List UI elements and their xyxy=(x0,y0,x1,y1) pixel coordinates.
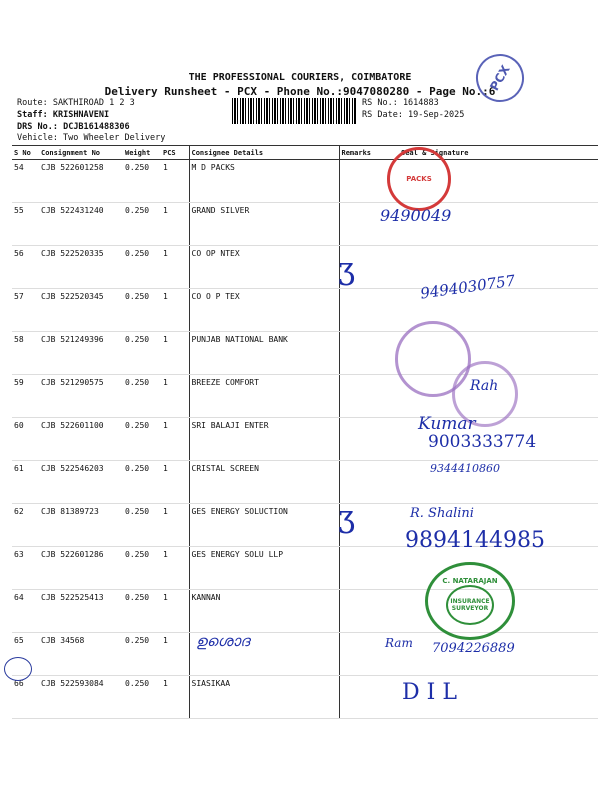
cell-consignee: SIASIKAA xyxy=(189,676,339,719)
table-header xyxy=(12,146,598,160)
signature-65-name: Ram xyxy=(385,636,413,650)
cell-weight: 0.250 xyxy=(123,633,161,676)
cell-weight: 0.250 xyxy=(123,590,161,633)
cell-weight: 0.250 xyxy=(123,461,161,504)
cell-weight: 0.250 xyxy=(123,418,161,461)
cell-consignee: GES ENERGY SOLUCTION xyxy=(189,504,339,547)
table-row xyxy=(12,332,598,375)
table-row xyxy=(12,676,598,719)
cell-remarks xyxy=(339,418,399,461)
col-consignee: Consignee Details xyxy=(189,146,339,160)
cell-weight: 0.250 xyxy=(123,289,161,332)
cell-sno: 56 xyxy=(12,246,39,289)
green-seal: C. NATARAJAN INSURANCE SURVEYOR xyxy=(425,562,515,640)
cell-pcs: 1 xyxy=(161,289,189,332)
cell-consignment: CJB 522601100 xyxy=(39,418,123,461)
company-title: THE PROFESSIONAL COURIERS, COIMBATORE xyxy=(188,72,412,83)
cell-pcs: 1 xyxy=(161,676,189,719)
cell-pcs: 1 xyxy=(161,633,189,676)
col-remarks: Remarks xyxy=(339,146,399,160)
row-66-circle-mark xyxy=(4,657,32,681)
drs-number: DCJB161488306 xyxy=(63,122,130,132)
pcx-stamp: PCX xyxy=(467,45,533,111)
cell-consignee: PUNJAB NATIONAL BANK xyxy=(189,332,339,375)
cell-sno: 64 xyxy=(12,590,39,633)
cell-sno: 61 xyxy=(12,461,39,504)
cell-sno: 66 xyxy=(12,676,39,719)
cell-sno: 57 xyxy=(12,289,39,332)
signature-57: 9494030757 xyxy=(419,271,517,303)
cell-pcs: 1 xyxy=(161,418,189,461)
cell-remarks xyxy=(339,547,399,590)
signature-62-name: R. Shalini xyxy=(410,506,474,521)
signature-60-phone: 9003333774 xyxy=(428,432,537,452)
signature-65-scrawl: ഉശൊദ xyxy=(196,632,250,650)
cell-consignee: CO OP NTEX xyxy=(189,246,339,289)
cell-sno: 55 xyxy=(12,203,39,246)
col-weight: Weight xyxy=(123,146,161,160)
staff-line: Staff: KRISHNAVENI xyxy=(17,110,110,120)
cell-consignee: SRI BALAJI ENTER xyxy=(189,418,339,461)
signature-63-phone: 9894144985 xyxy=(405,528,545,553)
signature-62-mark: ʒ xyxy=(338,500,355,535)
cell-consignment: CJB 34568 xyxy=(39,633,123,676)
route-text: Route: SAKTHIROAD 1 2 3 xyxy=(17,98,135,108)
cell-remarks xyxy=(339,375,399,418)
green-seal-inner: INSURANCE SURVEYOR xyxy=(446,585,494,625)
cell-pcs: 1 xyxy=(161,203,189,246)
cell-remarks xyxy=(339,590,399,633)
cell-sno: 54 xyxy=(12,160,39,203)
cell-remarks xyxy=(339,461,399,504)
cell-weight: 0.250 xyxy=(123,203,161,246)
cell-consignment: CJB 522601286 xyxy=(39,547,123,590)
col-consignment: Consignment No xyxy=(39,146,123,160)
cell-consignment: CJB 522520335 xyxy=(39,246,123,289)
col-signature: Seal & Signature xyxy=(399,146,598,160)
signature-59: Rah xyxy=(470,378,499,394)
cell-consignment: CJB 522431240 xyxy=(39,203,123,246)
cell-sno: 60 xyxy=(12,418,39,461)
col-sno: S No xyxy=(12,146,39,160)
table-row xyxy=(12,160,598,203)
rs-date: RS Date: 19-Sep-2025 xyxy=(362,110,465,120)
cell-consignee: BREEZE COMFORT xyxy=(189,375,339,418)
cell-weight: 0.250 xyxy=(123,375,161,418)
table-row xyxy=(12,203,598,246)
cell-pcs: 1 xyxy=(161,504,189,547)
red-seal: PACKS xyxy=(387,147,451,211)
cell-consignee: CO O P TEX xyxy=(189,289,339,332)
cell-sno: 65 xyxy=(12,633,39,676)
signature-66: D I L xyxy=(402,680,457,705)
cell-sno: 59 xyxy=(12,375,39,418)
signature-65-phone: 7094226889 xyxy=(432,641,515,656)
cell-pcs: 1 xyxy=(161,547,189,590)
cell-remarks xyxy=(339,332,399,375)
cell-remarks xyxy=(339,676,399,719)
cell-weight: 0.250 xyxy=(123,246,161,289)
cell-consignment: CJB 522520345 xyxy=(39,289,123,332)
cell-weight: 0.250 xyxy=(123,160,161,203)
cell-sno: 62 xyxy=(12,504,39,547)
cell-pcs: 1 xyxy=(161,590,189,633)
cell-consignee: GRAND SILVER xyxy=(189,203,339,246)
cell-sno: 58 xyxy=(12,332,39,375)
cell-consignment: CJB 522593084 xyxy=(39,676,123,719)
cell-consignment: CJB 81389723 xyxy=(39,504,123,547)
cell-weight: 0.250 xyxy=(123,676,161,719)
cell-weight: 0.250 xyxy=(123,504,161,547)
cell-remarks xyxy=(339,289,399,332)
signature-56-mark: ʒ xyxy=(338,252,355,287)
runsheet-subtitle: Delivery Runsheet - PCX - Phone No.:9047080280 - Page No.:6 xyxy=(104,85,496,98)
cell-consignee: M D PACKS xyxy=(189,160,339,203)
cell-consignment: CJB 522546203 xyxy=(39,461,123,504)
table-row xyxy=(12,461,598,504)
cell-weight: 0.250 xyxy=(123,547,161,590)
cell-consignment: CJB 522601258 xyxy=(39,160,123,203)
cell-consignment: CJB 521290575 xyxy=(39,375,123,418)
barcode xyxy=(232,98,357,124)
signature-55: 9490049 xyxy=(380,206,452,225)
cell-weight: 0.250 xyxy=(123,332,161,375)
cell-pcs: 1 xyxy=(161,332,189,375)
cell-consignment: CJB 521249396 xyxy=(39,332,123,375)
drs-line: DRS No.: DCJB161488306 xyxy=(17,122,130,132)
cell-pcs: 1 xyxy=(161,160,189,203)
staff-name: KRISHNAVENI xyxy=(52,110,110,120)
vehicle-text: Vehicle: Two Wheeler Delivery xyxy=(17,133,166,143)
rs-number: RS No.: 1614883 xyxy=(362,98,439,108)
cell-consignment: CJB 522525413 xyxy=(39,590,123,633)
cell-consignee: CRISTAL SCREEN xyxy=(189,461,339,504)
cell-pcs: 1 xyxy=(161,375,189,418)
cell-consignee: KANNAN xyxy=(189,590,339,633)
table-row xyxy=(12,289,598,332)
cell-consignee: GES ENERGY SOLU LLP xyxy=(189,547,339,590)
cell-pcs: 1 xyxy=(161,461,189,504)
cell-pcs: 1 xyxy=(161,246,189,289)
cell-sno: 63 xyxy=(12,547,39,590)
signature-61: 9344410860 xyxy=(430,462,500,475)
signature-60-name: Kumar xyxy=(418,414,476,434)
col-pcs: PCS xyxy=(161,146,189,160)
